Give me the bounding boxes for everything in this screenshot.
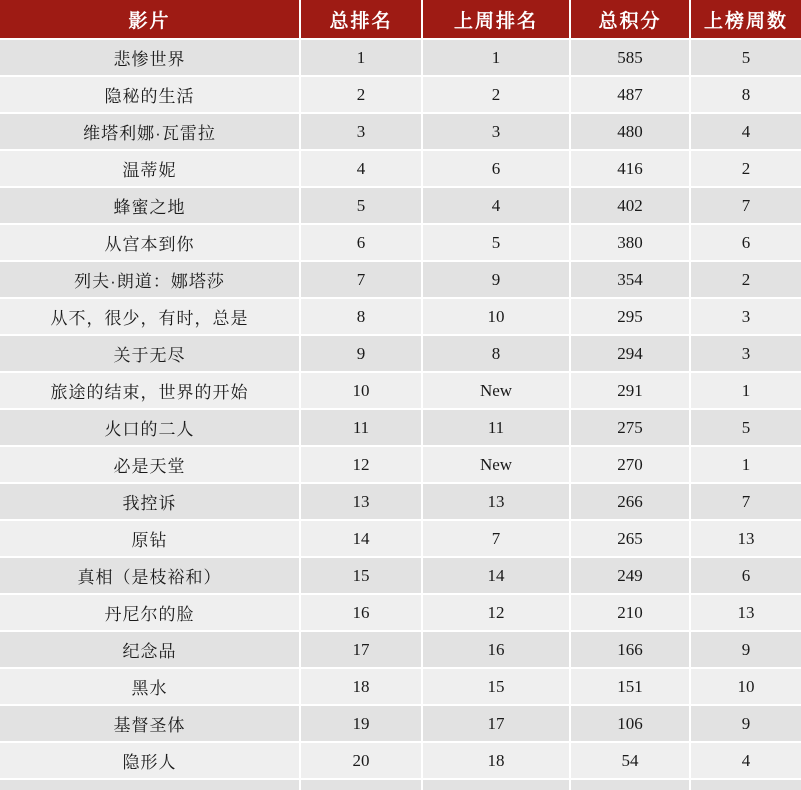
cell-weeks-on-chart: 6 <box>690 224 801 261</box>
cell-last-week-rank: 6 <box>422 150 570 187</box>
cell-total-points: 275 <box>570 409 690 446</box>
cell-total-points: 106 <box>570 705 690 742</box>
header-row <box>0 0 801 39</box>
cell-partial <box>570 779 690 790</box>
cell-weeks-on-chart: 5 <box>690 409 801 446</box>
cell-last-week-rank: 7 <box>422 520 570 557</box>
cell-overall-rank: 13 <box>300 483 422 520</box>
cell-weeks-on-chart: 1 <box>690 446 801 483</box>
cell-last-week-rank: New <box>422 446 570 483</box>
cell-weeks-on-chart: 4 <box>690 742 801 779</box>
cell-film-title: 原钻 <box>0 520 300 557</box>
cell-weeks-on-chart: 3 <box>690 335 801 372</box>
cell-film-title: 丹尼尔的脸 <box>0 594 300 631</box>
cell-total-points: 416 <box>570 150 690 187</box>
table-row <box>0 668 801 705</box>
cell-weeks-on-chart: 5 <box>690 39 801 76</box>
cell-weeks-on-chart: 1 <box>690 372 801 409</box>
cell-film-title: 纪念品 <box>0 631 300 668</box>
cell-weeks-on-chart: 3 <box>690 298 801 335</box>
cell-overall-rank: 3 <box>300 113 422 150</box>
cell-film-title: 关于无尽 <box>0 335 300 372</box>
table-row <box>0 446 801 483</box>
table-row <box>0 594 801 631</box>
cell-partial <box>690 779 801 790</box>
cell-overall-rank: 9 <box>300 335 422 372</box>
table-row <box>0 631 801 668</box>
cell-last-week-rank: 3 <box>422 113 570 150</box>
cell-last-week-rank: 17 <box>422 705 570 742</box>
table-row <box>0 39 801 76</box>
cell-total-points: 270 <box>570 446 690 483</box>
cell-total-points: 585 <box>570 39 690 76</box>
cell-total-points: 210 <box>570 594 690 631</box>
cell-total-points: 402 <box>570 187 690 224</box>
cell-last-week-rank: 10 <box>422 298 570 335</box>
cell-film-title: 隐秘的生活 <box>0 76 300 113</box>
cell-total-points: 166 <box>570 631 690 668</box>
cell-film-title: 我控诉 <box>0 483 300 520</box>
cell-last-week-rank: 8 <box>422 335 570 372</box>
table-row <box>0 483 801 520</box>
cell-film-title: 黑水 <box>0 668 300 705</box>
cell-last-week-rank: 9 <box>422 261 570 298</box>
table-row <box>0 557 801 594</box>
cell-film-title: 从宫本到你 <box>0 224 300 261</box>
cell-partial <box>0 779 300 790</box>
table-row <box>0 113 801 150</box>
cell-last-week-rank: 13 <box>422 483 570 520</box>
cell-overall-rank: 17 <box>300 631 422 668</box>
cell-film-title: 温蒂妮 <box>0 150 300 187</box>
cell-weeks-on-chart: 2 <box>690 261 801 298</box>
cell-last-week-rank: 1 <box>422 39 570 76</box>
table-row <box>0 298 801 335</box>
cell-weeks-on-chart: 13 <box>690 594 801 631</box>
cell-film-title: 真相（是枝裕和） <box>0 557 300 594</box>
cell-weeks-on-chart: 7 <box>690 187 801 224</box>
cell-total-points: 265 <box>570 520 690 557</box>
cell-total-points: 295 <box>570 298 690 335</box>
table-row <box>0 261 801 298</box>
column-header-weeks: 上榜周数 <box>690 0 801 39</box>
cell-total-points: 291 <box>570 372 690 409</box>
cell-overall-rank: 11 <box>300 409 422 446</box>
cell-overall-rank: 4 <box>300 150 422 187</box>
cell-total-points: 480 <box>570 113 690 150</box>
cell-weeks-on-chart: 9 <box>690 705 801 742</box>
table-row <box>0 76 801 113</box>
cell-last-week-rank: 16 <box>422 631 570 668</box>
cell-last-week-rank: 2 <box>422 76 570 113</box>
cell-weeks-on-chart: 10 <box>690 668 801 705</box>
cell-overall-rank: 2 <box>300 76 422 113</box>
cell-weeks-on-chart: 7 <box>690 483 801 520</box>
cell-total-points: 151 <box>570 668 690 705</box>
cell-last-week-rank: 5 <box>422 224 570 261</box>
cell-overall-rank: 19 <box>300 705 422 742</box>
table-row <box>0 520 801 557</box>
cell-weeks-on-chart: 9 <box>690 631 801 668</box>
cell-film-title: 必是天堂 <box>0 446 300 483</box>
cell-partial <box>422 779 570 790</box>
table-row <box>0 335 801 372</box>
cell-overall-rank: 1 <box>300 39 422 76</box>
cell-film-title: 维塔利娜·瓦雷拉 <box>0 113 300 150</box>
table-header <box>0 0 801 39</box>
table-row <box>0 224 801 261</box>
cell-weeks-on-chart: 6 <box>690 557 801 594</box>
cell-overall-rank: 8 <box>300 298 422 335</box>
column-header-last-week: 上周排名 <box>422 0 570 39</box>
cell-film-title: 列夫·朗道：娜塔莎 <box>0 261 300 298</box>
cell-film-title: 悲惨世界 <box>0 39 300 76</box>
cell-total-points: 266 <box>570 483 690 520</box>
cell-overall-rank: 5 <box>300 187 422 224</box>
cell-last-week-rank: 4 <box>422 187 570 224</box>
cell-overall-rank: 10 <box>300 372 422 409</box>
table-row <box>0 372 801 409</box>
cell-film-title: 旅途的结束，世界的开始 <box>0 372 300 409</box>
table-row <box>0 705 801 742</box>
cell-film-title: 蜂蜜之地 <box>0 187 300 224</box>
cell-total-points: 487 <box>570 76 690 113</box>
cell-total-points: 294 <box>570 335 690 372</box>
cell-last-week-rank: 14 <box>422 557 570 594</box>
cell-overall-rank: 12 <box>300 446 422 483</box>
cell-overall-rank: 15 <box>300 557 422 594</box>
cell-weeks-on-chart: 4 <box>690 113 801 150</box>
cell-total-points: 249 <box>570 557 690 594</box>
table-body <box>0 39 801 790</box>
cell-film-title: 隐形人 <box>0 742 300 779</box>
cell-total-points: 54 <box>570 742 690 779</box>
cell-overall-rank: 16 <box>300 594 422 631</box>
cell-weeks-on-chart: 2 <box>690 150 801 187</box>
cell-last-week-rank: 15 <box>422 668 570 705</box>
cell-last-week-rank: 12 <box>422 594 570 631</box>
column-header-title: 影片 <box>0 0 300 39</box>
cell-total-points: 354 <box>570 261 690 298</box>
cell-film-title: 火口的二人 <box>0 409 300 446</box>
table-row <box>0 742 801 779</box>
cell-overall-rank: 6 <box>300 224 422 261</box>
column-header-points: 总积分 <box>570 0 690 39</box>
cell-film-title: 基督圣体 <box>0 705 300 742</box>
cell-overall-rank: 14 <box>300 520 422 557</box>
cell-last-week-rank: 18 <box>422 742 570 779</box>
cell-last-week-rank: 11 <box>422 409 570 446</box>
table-row <box>0 187 801 224</box>
cell-overall-rank: 20 <box>300 742 422 779</box>
table-row <box>0 409 801 446</box>
cell-weeks-on-chart: 8 <box>690 76 801 113</box>
cell-overall-rank: 18 <box>300 668 422 705</box>
cell-film-title: 从不，很少，有时，总是 <box>0 298 300 335</box>
cell-total-points: 380 <box>570 224 690 261</box>
table-row-partial <box>0 779 801 790</box>
table-row <box>0 150 801 187</box>
column-header-rank: 总排名 <box>300 0 422 39</box>
cell-last-week-rank: New <box>422 372 570 409</box>
cell-partial <box>300 779 422 790</box>
cell-overall-rank: 7 <box>300 261 422 298</box>
cell-weeks-on-chart: 13 <box>690 520 801 557</box>
